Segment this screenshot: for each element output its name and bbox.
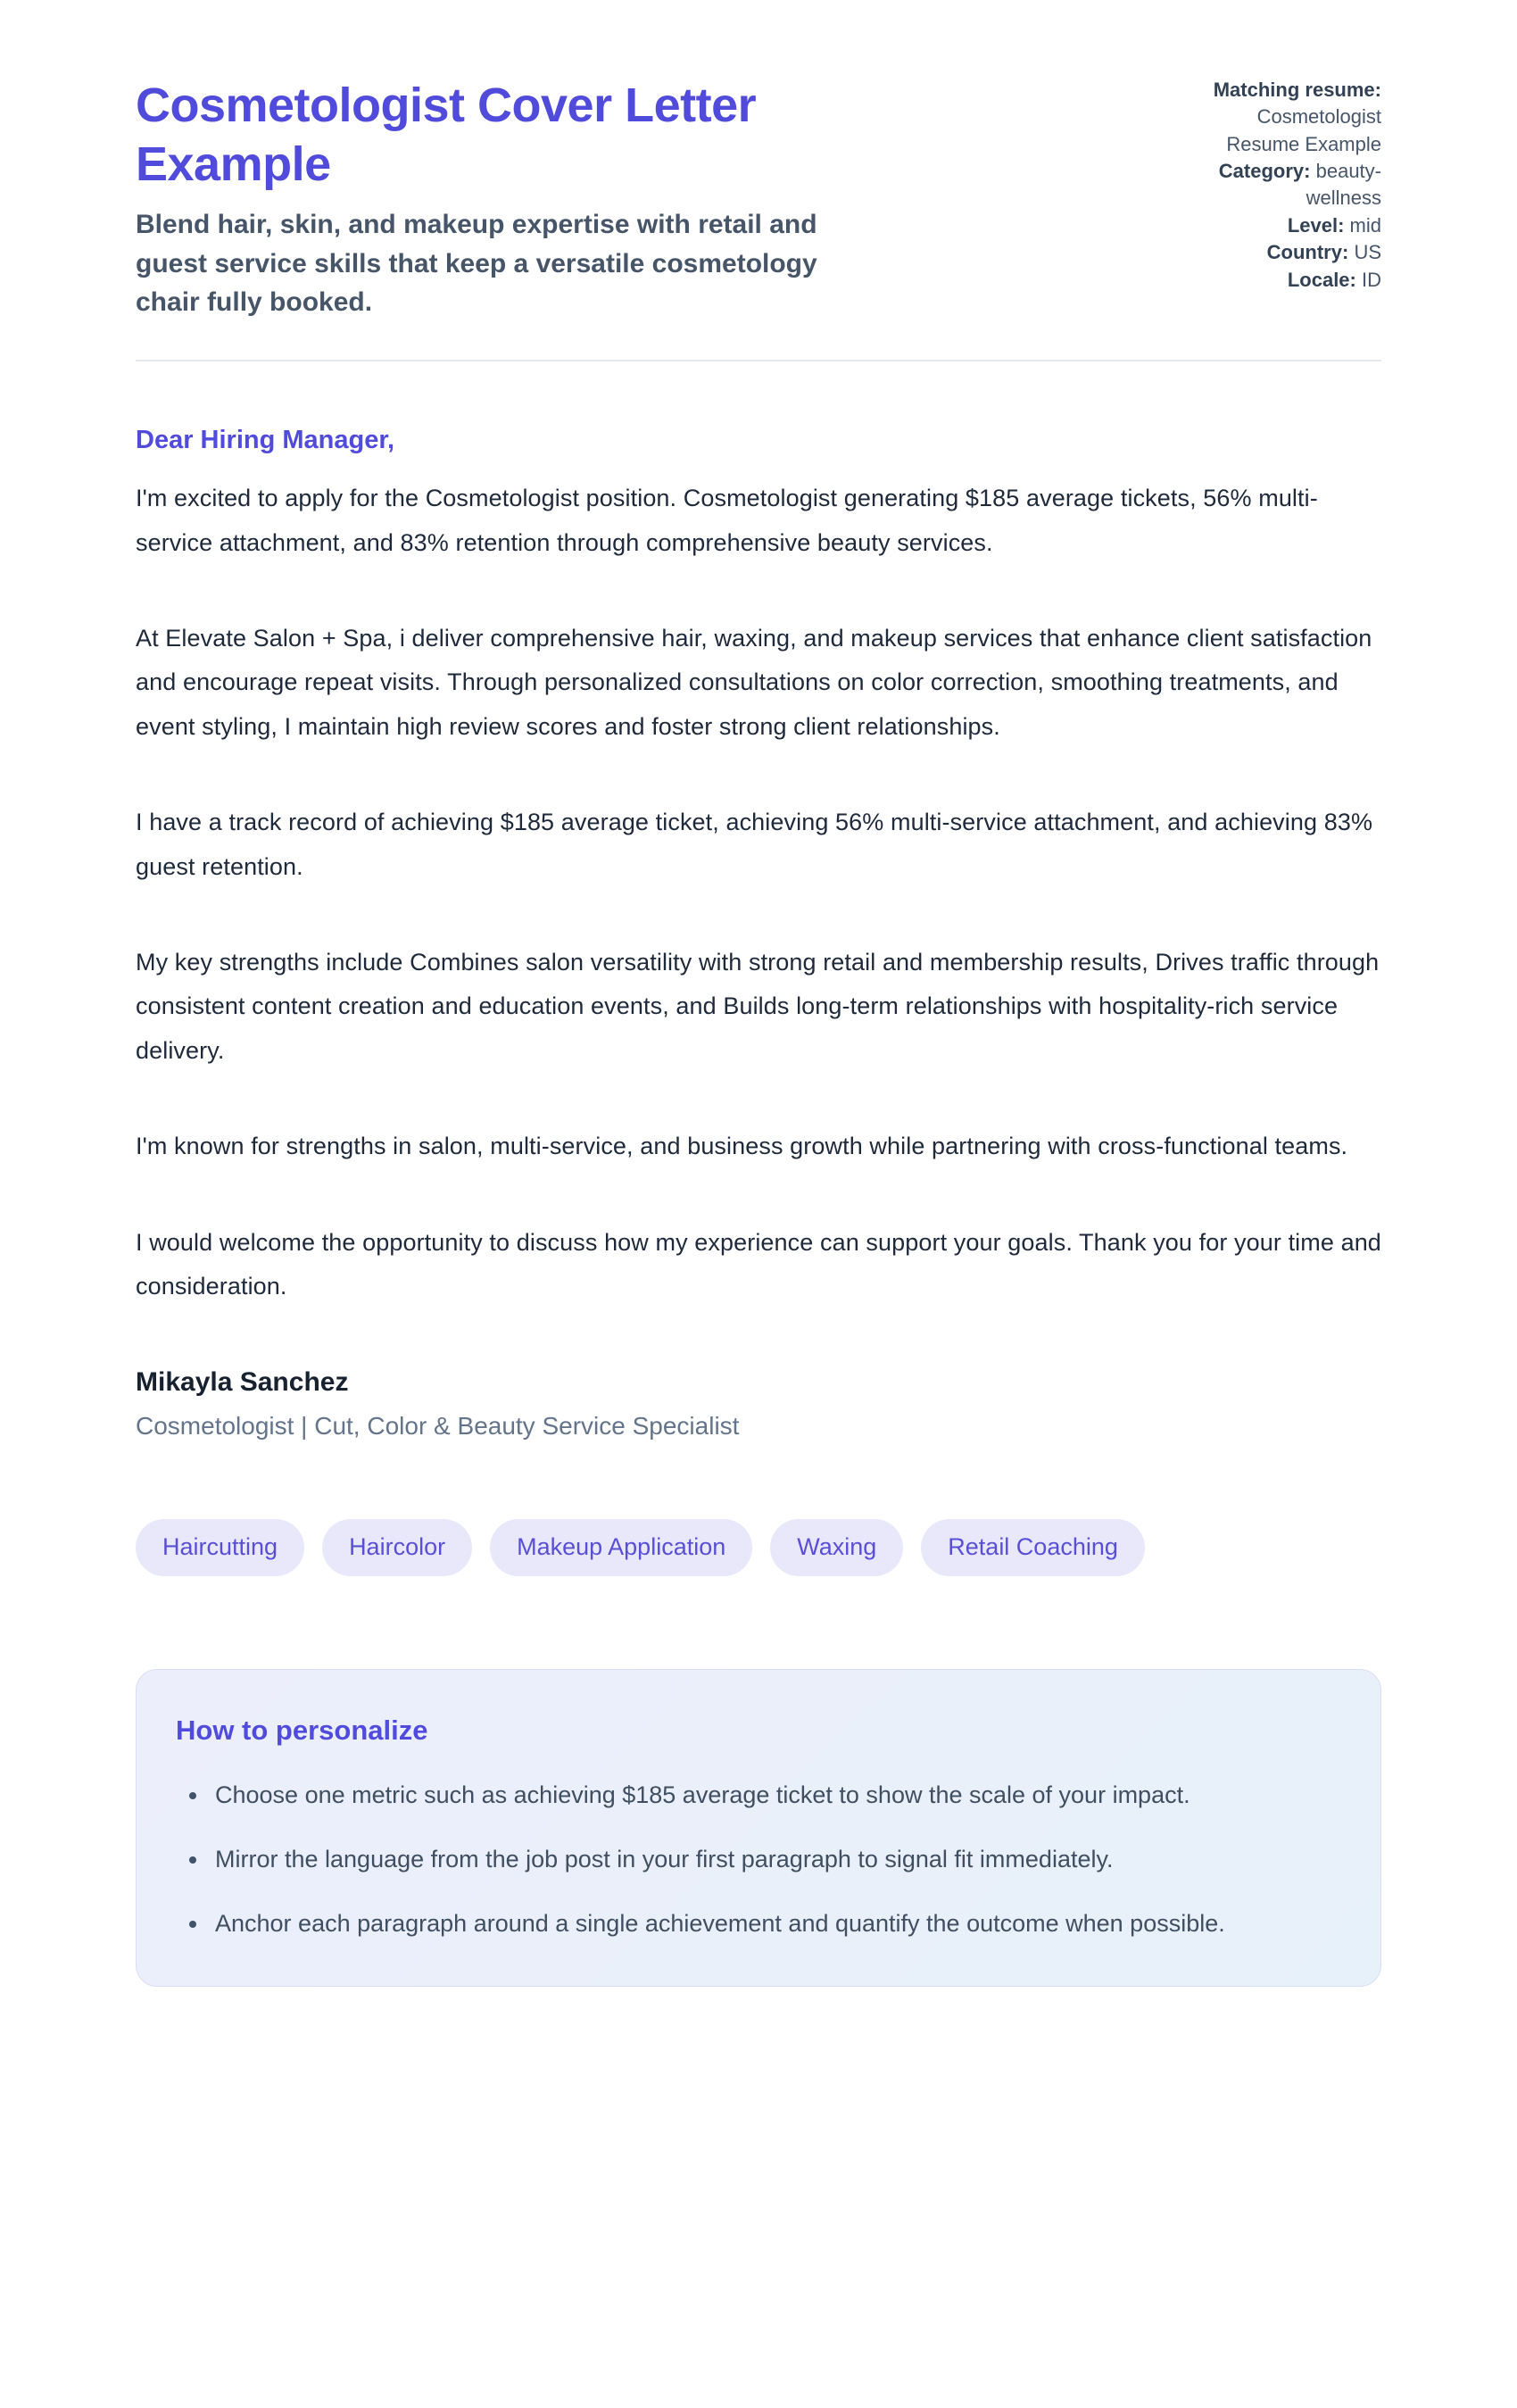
meta-row	[1189, 212, 1381, 239]
header-divider	[136, 360, 1381, 361]
salutation: Dear Hiring Manager,	[136, 426, 395, 455]
meta-row	[1189, 267, 1381, 294]
meta-row	[1189, 77, 1381, 158]
how-to-personalize-card	[136, 1669, 1381, 1987]
letter-paragraph: At Elevate Salon + Spa, i deliver comprehensive hair, waxing, and makeup services that enhance client satisfaction and encourage repeat visits. Through personalized consultations on color correction, smoothing treatments, and event styling, I maintain high review scores and foster strong client relationships.	[136, 624, 1372, 740]
page-title: Cosmetologist Cover Letter Example	[136, 79, 757, 191]
letter-paragraph: I would welcome the opportunity to discuss how my experience can support your goals. Thank you for your time and consideration.	[136, 1228, 1381, 1300]
tips-item: • Mirror the language from the job post in your first paragraph to signal fit immediately.	[210, 1838, 1339, 1882]
meta-value: US	[1354, 241, 1381, 264]
letter-paragraph: I have a track record of achieving $185 average ticket, achieving 56% multi-service attachment, and achieving 83% guest retention.	[136, 809, 1373, 880]
meta-label: Level:	[1287, 213, 1345, 237]
tips-item: • Choose one metric such as achieving $185 average ticket to show the scale of your impact.	[210, 1773, 1339, 1818]
tips-list	[176, 1773, 1339, 1947]
meta-value: mid	[1349, 213, 1381, 237]
page-subtitle: Blend hair, skin, and makeup expertise with retail and guest service skills that keep a versatile cosmetology chair fully booked.	[136, 209, 817, 318]
meta-label: Locale:	[1287, 268, 1356, 291]
meta-value: beauty-wellness	[1306, 160, 1381, 210]
signature-name: Mikayla Sanchez	[136, 1367, 349, 1398]
skill-tag[interactable]: Waxing	[770, 1519, 903, 1576]
skill-tag[interactable]: Makeup Application	[490, 1519, 752, 1576]
header-title-block	[136, 77, 1144, 322]
letter-body	[136, 426, 1381, 1441]
signature-block	[136, 1367, 1381, 1441]
skill-tag[interactable]: Retail Coaching	[921, 1519, 1145, 1576]
letter-paragraphs	[136, 477, 1381, 1308]
meta-row	[1189, 158, 1381, 212]
tips-item: • Anchor each paragraph around a single achievement and quantify the outcome when possible.	[210, 1902, 1339, 1947]
skill-tag[interactable]: Haircutting	[136, 1519, 304, 1576]
meta-row	[1189, 239, 1381, 266]
letter-paragraph: I'm known for strengths in salon, multi-service, and business growth while partnering with cross-functional teams.	[136, 1133, 1348, 1160]
meta-label: Category:	[1218, 160, 1311, 183]
letter-paragraph: My key strengths include Combines salon versatility with strong retail and membership results, Drives traffic through consistent content creation and education events, and Builds long-term relationships with hospitality-rich service delivery.	[136, 948, 1380, 1064]
letter-paragraph: I'm excited to apply for the Cosmetologist position. Cosmetologist generating $185 average tickets, 56% multi-service attachment, and 83% retention through comprehensive beauty services.	[136, 485, 1318, 556]
meta-value: Cosmetologist Resume Example	[1226, 105, 1381, 155]
resume-meta-block	[1189, 77, 1381, 294]
signature-role: Cosmetologist | Cut, Color & Beauty Service Specialist	[136, 1412, 740, 1441]
skill-tag[interactable]: Haircolor	[322, 1519, 472, 1576]
skill-tags	[136, 1519, 1381, 1576]
tips-title: How to personalize	[176, 1715, 428, 1747]
meta-label: Matching resume:	[1213, 79, 1381, 101]
meta-label: Country:	[1266, 241, 1349, 264]
page-header	[136, 77, 1381, 322]
meta-value: ID	[1362, 268, 1381, 291]
